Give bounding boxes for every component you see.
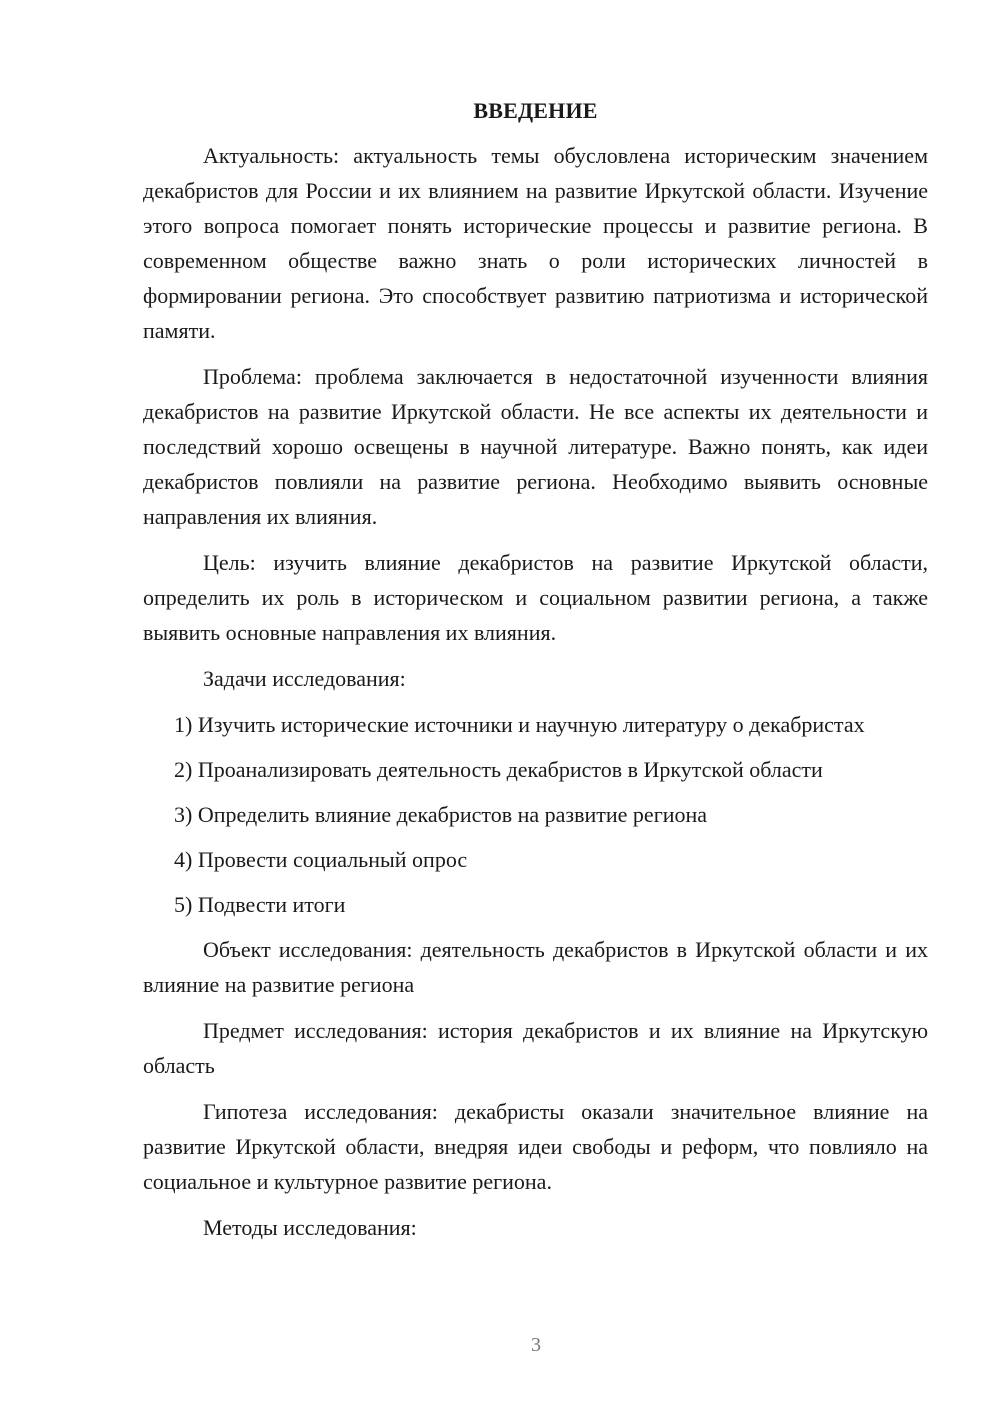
- hypothesis-paragraph: Гипотеза исследования: декабристы оказали значительное влияние на развитие Иркутской области, внедряя идеи свободы и реформ, что повлияло на социальное и культурное развитие региона.: [143, 1099, 928, 1194]
- subject-paragraph: Предмет исследования: история декабристов и их влияние на Иркутскую область: [143, 1018, 928, 1078]
- relevance-paragraph: Актуальность: актуальность темы обусловлена историческим значением декабристов для России и их влиянием на развитие Иркутской области. Изучение этого вопроса помогает понять исторические процессы и развитие региона. В современном обществе важно знать о роли исторических личностей в формировании региона. Это способствует развитию патриотизма и исторической памяти.: [143, 143, 928, 343]
- page-number: 3: [531, 1334, 541, 1356]
- task-item-2: 2) Проанализировать деятельность декабристов в Иркутской области: [174, 757, 823, 782]
- page-content: [143, 96, 928, 1245]
- task-item-3: 3) Определить влияние декабристов на развитие региона: [174, 802, 708, 827]
- tasks-title: Задачи исследования:: [203, 666, 406, 691]
- page-heading: ВВЕДЕНИЕ: [473, 98, 598, 123]
- goal-paragraph: Цель: изучить влияние декабристов на развитие Иркутской области, определить их роль в историческом и социальном развитии региона, а также выявить основные направления их влияния.: [143, 550, 928, 645]
- object-paragraph: Объект исследования: деятельность декабристов в Иркутской области и их влияние на развитие региона: [143, 937, 928, 997]
- problem-paragraph: Проблема: проблема заключается в недостаточной изученности влияния декабристов на развитие Иркутской области. Не все аспекты их деятельности и последствий хорошо освещены в научной литературе. Важно понять, как идеи декабристов повлияли на развитие региона. Необходимо выявить основные направления их влияния.: [143, 364, 928, 529]
- methods-title: Методы исследования:: [203, 1215, 417, 1240]
- task-item-5: 5) Подвести итоги: [174, 892, 346, 917]
- task-item-4: 4) Провести социальный опрос: [174, 847, 468, 872]
- task-item-1: 1) Изучить исторические источники и научную литературу о декабристах: [174, 712, 865, 737]
